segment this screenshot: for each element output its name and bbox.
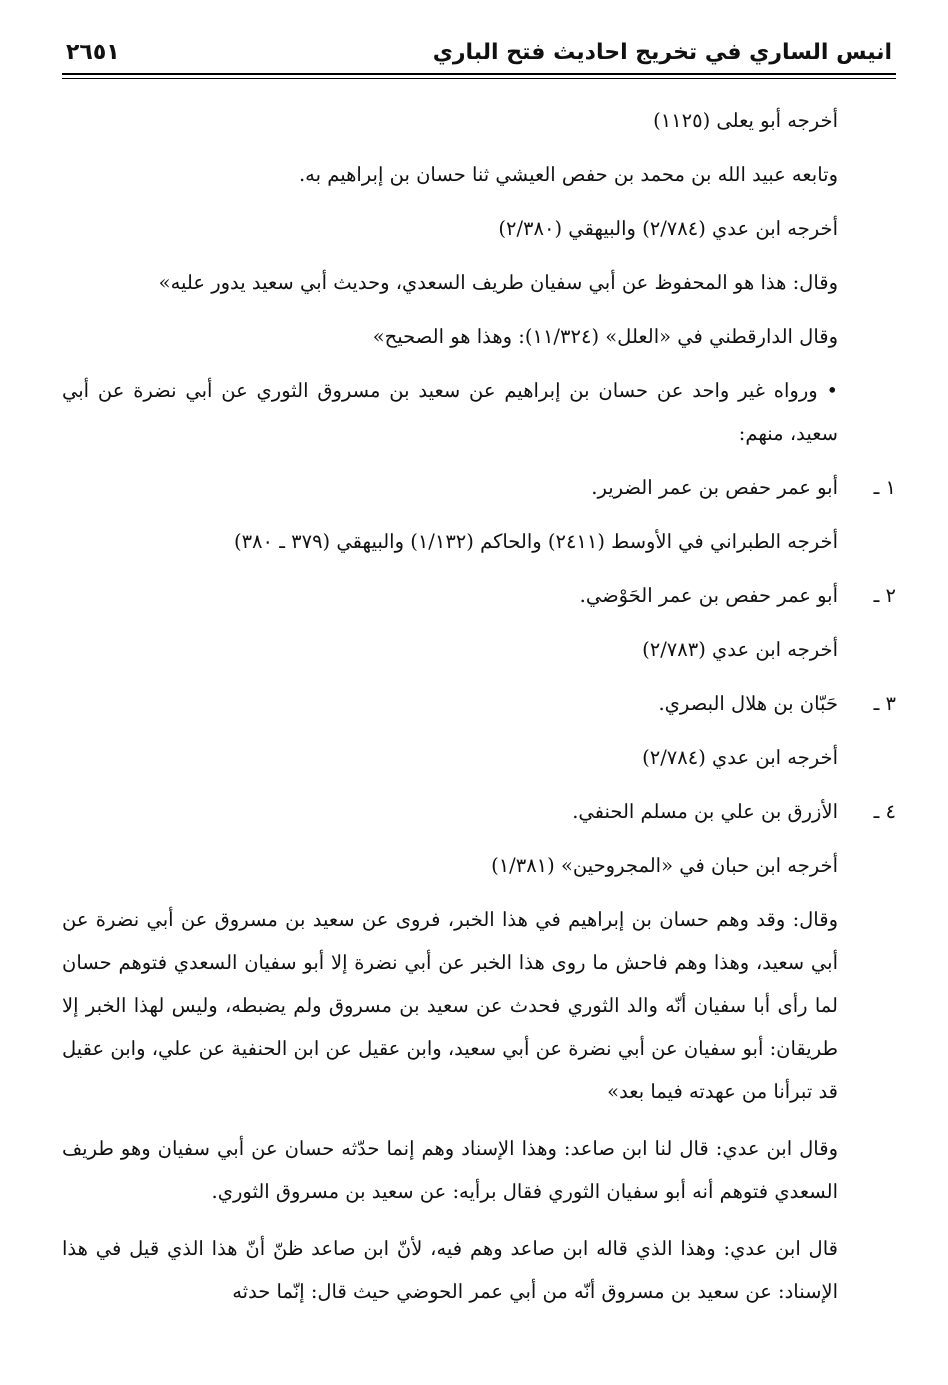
text-line: وقال: هذا هو المحفوظ عن أبي سفيان طريف السعدي، وحديث أبي سعيد يدور عليه»	[158, 271, 838, 294]
narrator-item	[62, 574, 896, 617]
text-line: أخرجه أبو يعلى (١١٢٥)	[653, 109, 838, 132]
text-line: وتابعه عبيد الله بن محمد بن حفص العيشي ثنا حسان بن إبراهيم به.	[298, 163, 838, 186]
item-number: ٢ ـ	[873, 584, 896, 607]
item-source: أخرجه ابن حبان في «المجروحين» (١/٣٨١)	[491, 854, 838, 877]
paragraph: قال ابن عدي: وهذا الذي قاله ابن صاعد وهم فيه، لأنّ ابن صاعد ظنّ أنّ هذا الذي قيل في هذا الإسناد: عن سعيد بن مسروق أنّه من أبي عمر الحوضي حيث قال: إنّما حدثه	[62, 1237, 838, 1303]
paragraph: وقال: وقد وهم حسان بن إبراهيم في هذا الخبر، فروى عن سعيد بن مسروق عن أبي نضرة عن أبي سعيد، وهذا وهم فاحش ما روى هذا الخبر عن أبي نضرة إلا أبو سفيان السعدي فتوهم حسان لما رأى أبا سفيان أنّه والد الثوري فحدث عن سعيد بن مسروق ولم يضبطه، وليس لهذا الخبر إلا طريقان: أبو سفيان عن أبي نضرة عن أبي سعيد، وابن عقيل عن ابن الحنفية عن علي، وابن عقيل قد تبرأنا من عهدته فيما بعد»	[62, 908, 839, 1103]
text-line: وقال الدارقطني في «العلل» (١١/٣٢٤): وهذا هو الصحيح»	[372, 325, 838, 348]
bullet-paragraph: • ورواه غير واحد عن حسان بن إبراهيم عن سعيد بن مسروق الثوري عن أبي نضرة عن أبي سعيد، منهم:	[62, 369, 896, 455]
item-source: أخرجه الطبراني في الأوسط (٢٤١١) والحاكم (١/١٣٢) والبيهقي (٣٧٩ ـ ٣٨٠)	[233, 530, 838, 553]
item-name: حَبّان بن هلال البصري.	[658, 692, 838, 715]
narrator-item	[62, 682, 896, 725]
item-name: أبو عمر حفص بن عمر الحَوْضي.	[579, 584, 838, 607]
header-rule	[62, 73, 896, 75]
item-number: ١ ـ	[873, 476, 896, 499]
page-number: ٢٦٥١	[66, 40, 120, 65]
item-source: أخرجه ابن عدي (٢/٧٨٣)	[642, 638, 838, 661]
page-body	[62, 99, 896, 1313]
narrator-item	[62, 790, 896, 833]
item-number: ٣ ـ	[873, 692, 896, 715]
header-title: انيس الساري في تخريج احاديث فتح الباري	[432, 40, 892, 65]
narrator-item	[62, 466, 896, 509]
item-name: الأزرق بن علي بن مسلم الحنفي.	[572, 800, 838, 823]
paragraph: وقال ابن عدي: قال لنا ابن صاعد: وهذا الإسناد وهم إنما حدّثه حسان عن أبي سفيان وهو طريف السعدي فتوهم أنه أبو سفيان الثوري فقال برأيه: عن سعيد بن مسروق الثوري.	[62, 1137, 838, 1203]
running-header	[62, 40, 896, 71]
header-rule-thin	[62, 78, 896, 79]
text-line: أخرجه ابن عدي (٢/٧٨٤) والبيهقي (٢/٣٨٠)	[498, 217, 838, 240]
item-name: أبو عمر حفص بن عمر الضرير.	[591, 476, 838, 499]
item-source: أخرجه ابن عدي (٢/٧٨٤)	[642, 746, 838, 769]
item-number: ٤ ـ	[873, 800, 896, 823]
